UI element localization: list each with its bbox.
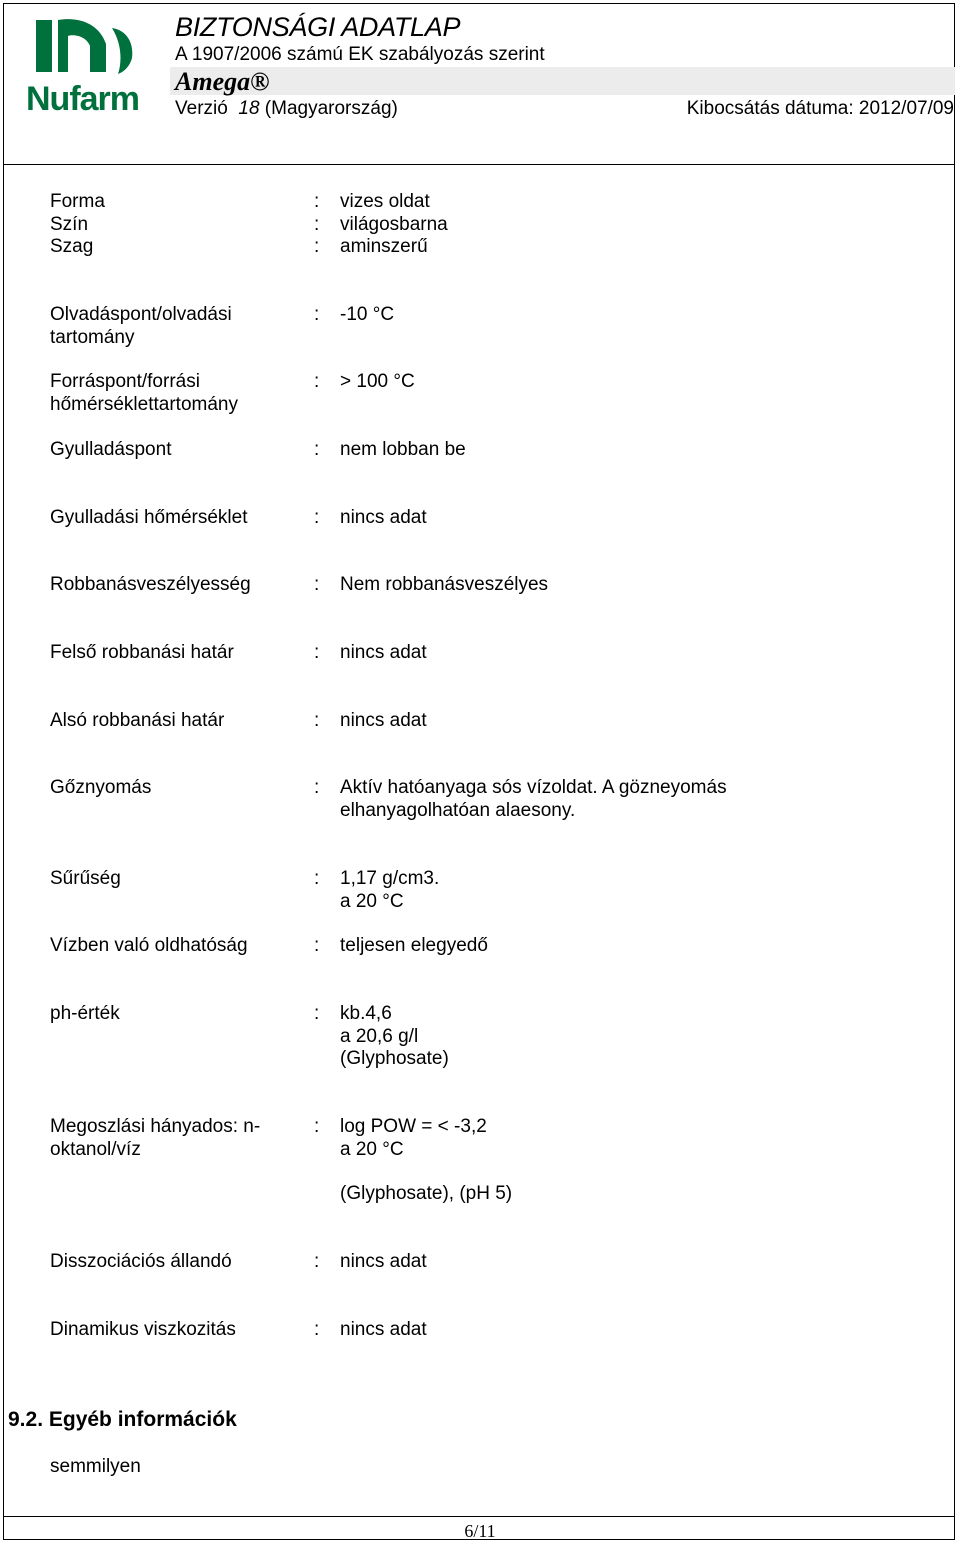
- property-value: vizes oldat: [340, 191, 430, 212]
- property-colon: :: [314, 1251, 320, 1272]
- property-value: (Glyphosate), (pH 5): [340, 1183, 513, 1204]
- property-colon: :: [314, 214, 320, 235]
- document-subtitle: A 1907/2006 számú EK szabályozás szerint: [175, 44, 545, 65]
- property-value: 1,17 g/cm3. a 20 °C: [340, 868, 440, 912]
- property-colon: :: [314, 868, 320, 889]
- property-value: nincs adat: [340, 507, 427, 528]
- property-label: Olvadáspont/olvadási tartomány: [50, 304, 232, 348]
- property-value: Aktív hatóanyaga sós vízoldat. A gözneyomás elhanyagolhatóan alaesony.: [340, 777, 727, 821]
- property-colon: :: [314, 710, 320, 731]
- property-label: Gyulladási hőmérséklet: [50, 507, 248, 528]
- property-label: Szín: [50, 214, 89, 235]
- property-label: Forma: [50, 191, 105, 212]
- property-colon: :: [314, 507, 320, 528]
- property-colon: :: [314, 236, 320, 257]
- footer-divider: [3, 1516, 955, 1517]
- property-label: Alsó robbanási határ: [50, 710, 225, 731]
- property-colon: :: [314, 777, 320, 798]
- issue-date: Kibocsátás dátuma: 2012/07/09: [686, 98, 954, 119]
- property-value: Nem robbanásveszélyes: [340, 574, 549, 595]
- header-divider: [3, 164, 955, 165]
- property-label: ph-érték: [50, 1003, 120, 1024]
- property-value: log POW = < -3,2 a 20 °C: [340, 1116, 487, 1160]
- property-colon: :: [314, 1319, 320, 1340]
- property-colon: :: [314, 439, 320, 460]
- property-value: nincs adat: [340, 1251, 427, 1272]
- property-value: nem lobban be: [340, 439, 466, 460]
- property-label: Gőznyomás: [50, 777, 152, 798]
- property-value: > 100 °C: [340, 371, 415, 392]
- section-text: semmilyen: [50, 1456, 141, 1477]
- property-label: Sűrűség: [50, 868, 121, 889]
- property-label: Robbanásveszélyesség: [50, 574, 251, 595]
- property-label: Forráspont/forrási hőmérséklettartomány: [50, 371, 238, 415]
- property-value: nincs adat: [340, 1319, 427, 1340]
- property-label: Dinamikus viszkozitás: [50, 1319, 236, 1340]
- property-label: Vízben való oldhatóság: [50, 935, 248, 956]
- version-number: 18: [238, 98, 260, 119]
- property-colon: :: [314, 304, 320, 325]
- property-label: Gyulladáspont: [50, 439, 172, 460]
- property-value: aminszerű: [340, 236, 428, 257]
- property-value: nincs adat: [340, 710, 427, 731]
- property-value: teljesen elegyedő: [340, 935, 488, 956]
- version-info: [175, 98, 398, 120]
- property-colon: :: [314, 1116, 320, 1137]
- property-colon: :: [314, 574, 320, 595]
- property-value: -10 °C: [340, 304, 395, 325]
- product-band: [170, 67, 955, 95]
- document-title: BIZTONSÁGI ADATLAP: [175, 12, 461, 42]
- property-colon: :: [314, 371, 320, 392]
- property-colon: :: [314, 935, 320, 956]
- property-label: Disszociációs állandó: [50, 1251, 232, 1272]
- page-number: 6/11: [464, 1521, 496, 1541]
- product-name: Amega®: [175, 67, 270, 96]
- property-colon: :: [314, 1003, 320, 1024]
- property-colon: :: [314, 642, 320, 663]
- version-country: (Magyarország): [264, 98, 398, 119]
- property-colon: :: [314, 191, 320, 212]
- property-label: Szag: [50, 236, 94, 257]
- property-label: Felső robbanási határ: [50, 642, 234, 663]
- logo-text: Nufarm: [26, 80, 140, 118]
- property-label: Megoszlási hányados: n- oktanol/víz: [50, 1116, 261, 1160]
- version-label: Verzió: [175, 98, 228, 119]
- section-heading: 9.2. Egyéb információk: [8, 1408, 237, 1431]
- property-value: nincs adat: [340, 642, 427, 663]
- property-value: világosbarna: [340, 214, 448, 235]
- property-value: kb.4,6 a 20,6 g/l (Glyphosate): [340, 1003, 449, 1069]
